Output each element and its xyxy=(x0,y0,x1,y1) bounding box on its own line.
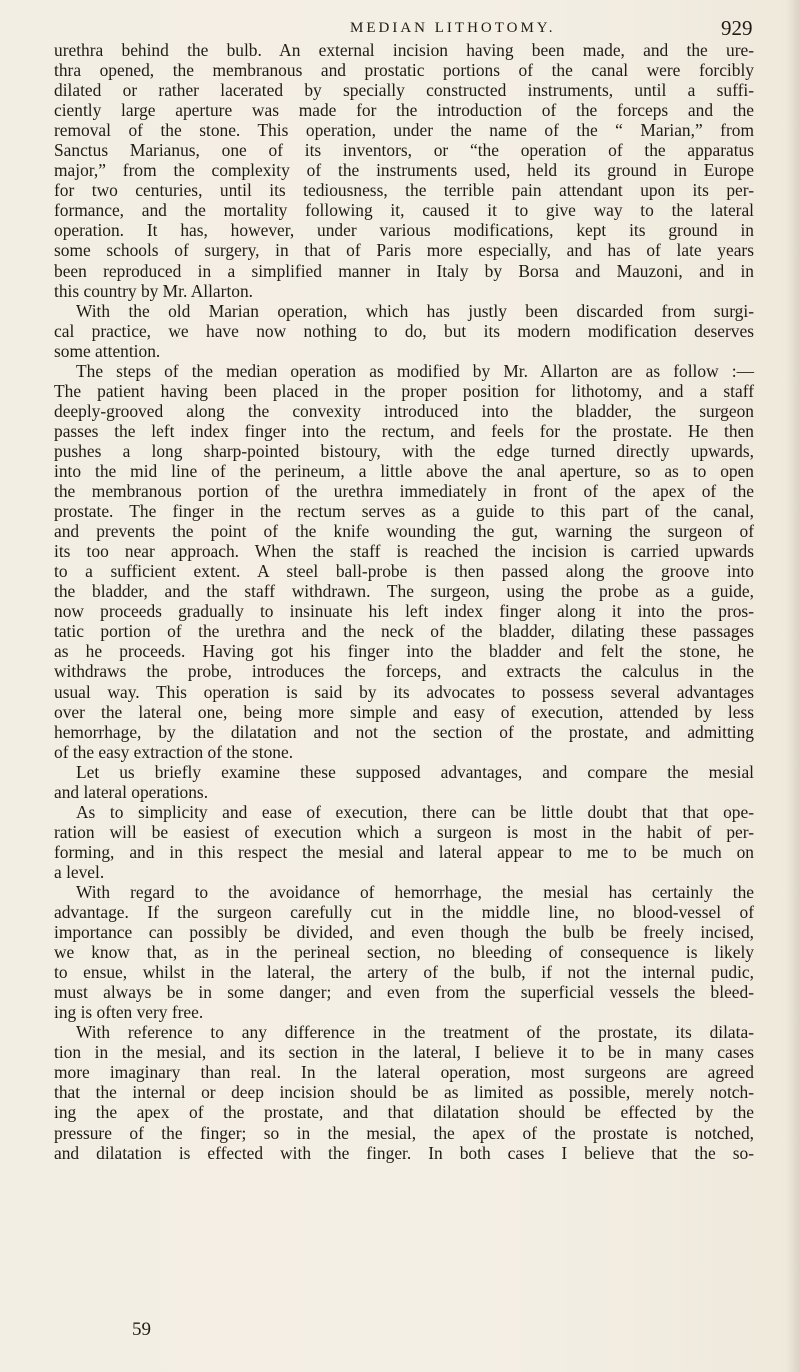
text-line: and lateral operations. xyxy=(54,781,209,802)
text-line: forming, and in this respect the mesial and lateral appear to me to be much on xyxy=(54,841,754,862)
text-line: its too near approach. When the staff is reached the incision is carried upwards xyxy=(54,541,754,562)
text-line: and dilatation is effected with the finger. In both cases I believe that the so- xyxy=(54,1142,754,1163)
text-line: operation. It has, however, under various modifications, kept its ground in xyxy=(54,220,754,241)
text-line: With regard to the avoidance of hemorrhage, the mesial has certainly the xyxy=(76,881,754,902)
text-line: more imaginary than real. In the lateral operation, most surgeons are agreed xyxy=(54,1062,754,1083)
text-line: tatic portion of the urethra and the neck of the bladder, dilating these passages xyxy=(54,621,754,642)
text-line: formance, and the mortality following it, caused it to give way to the lateral xyxy=(54,200,754,221)
text-line: With the old Marian operation, which has justly been discarded from surgi- xyxy=(76,300,754,321)
text-line: dilated or rather lacerated by specially constructed instruments, until a suffi- xyxy=(54,80,754,101)
text-line: this country by Mr. Allarton. xyxy=(54,280,254,301)
running-title: MEDIAN LITHOTOMY. xyxy=(350,20,556,36)
text-line: pressure of the finger; so in the mesial, the apex of the prostate is notched, xyxy=(54,1122,754,1143)
body-text xyxy=(54,40,754,1163)
text-line: some attention. xyxy=(54,340,161,361)
text-line: pushes a long sharp-pointed bistoury, with the edge turned directly upwards, xyxy=(54,440,754,461)
text-line: ing is often very free. xyxy=(54,1002,204,1023)
text-line: importance can possibly be divided, and even though the bulb be freely incised, xyxy=(54,922,754,943)
text-line: tion in the mesial, and its section in the lateral, I believe it to be in many cases xyxy=(54,1042,754,1063)
text-line: cal practice, we have now nothing to do, but its modern modification deserves xyxy=(54,320,754,341)
text-line: that the internal or deep incision should be as limited as possible, merely notch- xyxy=(54,1082,754,1103)
text-line: as he proceeds. Having got his finger into the bladder and felt the stone, he xyxy=(54,641,754,662)
page-edge-shadow xyxy=(786,0,800,1372)
text-line: of the easy extraction of the stone. xyxy=(54,741,294,762)
text-line: removal of the stone. This operation, under the name of the “ Marian,” from xyxy=(54,120,754,141)
text-line: thra opened, the membranous and prostatic portions of the canal were forcibly xyxy=(54,60,754,81)
text-line: ing the apex of the prostate, and that dilatation should be effected by the xyxy=(54,1102,754,1123)
text-line: for two centuries, until its tediousness, the terrible pain attendant upon its per- xyxy=(54,180,754,201)
text-line: Let us briefly examine these supposed advantages, and compare the mesial xyxy=(76,761,754,782)
text-line: into the mid line of the perineum, a little above the anal aperture, so as to open xyxy=(54,460,754,481)
text-line: the membranous portion of the urethra immediately in front of the apex of the xyxy=(54,481,754,502)
text-line: urethra behind the bulb. An external incision having been made, and the ure- xyxy=(54,40,754,60)
text-line: we know that, as in the perineal section, no bleeding of consequence is likely xyxy=(54,942,754,963)
text-line: As to simplicity and ease of execution, there can be little doubt that that ope- xyxy=(76,801,754,822)
text-line: over the lateral one, being more simple and easy of execution, attended by less xyxy=(54,701,754,722)
text-line: a level. xyxy=(54,861,105,882)
text-line: The patient having been placed in the proper position for lithotomy, and a staff xyxy=(54,380,754,401)
text-line: withdraws the probe, introduces the forceps, and extracts the calculus in the xyxy=(54,661,754,682)
text-line: hemorrhage, by the dilatation and not the section of the prostate, and admitting xyxy=(54,721,754,742)
text-line: ciently large aperture was made for the introduction of the forceps and the xyxy=(54,100,754,121)
text-line: the bladder, and the staff withdrawn. The surgeon, using the probe as a guide, xyxy=(54,581,754,602)
text-line: passes the left index finger into the rectum, and feels for the prostate. He then xyxy=(54,420,754,441)
text-line: Sanctus Marianus, one of its inventors, or “the operation of the apparatus xyxy=(54,140,754,161)
page-number: 929 xyxy=(721,16,753,40)
text-line: The steps of the median operation as modified by Mr. Allarton are as follow :— xyxy=(76,360,754,381)
text-line: to ensue, whilst in the lateral, the artery of the bulb, if not the internal pudic, xyxy=(54,962,754,983)
text-line: some schools of surgery, in that of Paris more especially, and has of late years xyxy=(54,240,754,261)
text-line: must always be in some danger; and even from the superficial vessels the bleed- xyxy=(54,982,754,1003)
text-line: advantage. If the surgeon carefully cut in the middle line, no blood-vessel of xyxy=(54,902,754,923)
text-line: been reproduced in a simplified manner in Italy by Borsa and Mauzoni, and in xyxy=(54,260,754,281)
text-line: now proceeds gradually to insinuate his left index finger along it into the pros- xyxy=(54,601,754,622)
text-line: to a sufficient extent. A steel ball-probe is then passed along the groove into xyxy=(54,561,754,582)
text-line: usual way. This operation is said by its advocates to possess several advantages xyxy=(54,681,754,702)
text-line: prostate. The finger in the rectum serves as a guide to this part of the canal, xyxy=(54,501,754,522)
text-line: and prevents the point of the knife wounding the gut, warning the surgeon of xyxy=(54,521,754,542)
text-line: With reference to any difference in the treatment of the prostate, its dilata- xyxy=(76,1022,754,1043)
text-line: ration will be easiest of execution which a surgeon is most in the habit of per- xyxy=(54,821,754,842)
text-line: deeply-grooved along the convexity introduced into the bladder, the surgeon xyxy=(54,400,754,421)
text-line: major,” from the complexity of the instruments used, held its ground in Europe xyxy=(54,160,754,181)
signature-mark: 59 xyxy=(132,1319,151,1340)
